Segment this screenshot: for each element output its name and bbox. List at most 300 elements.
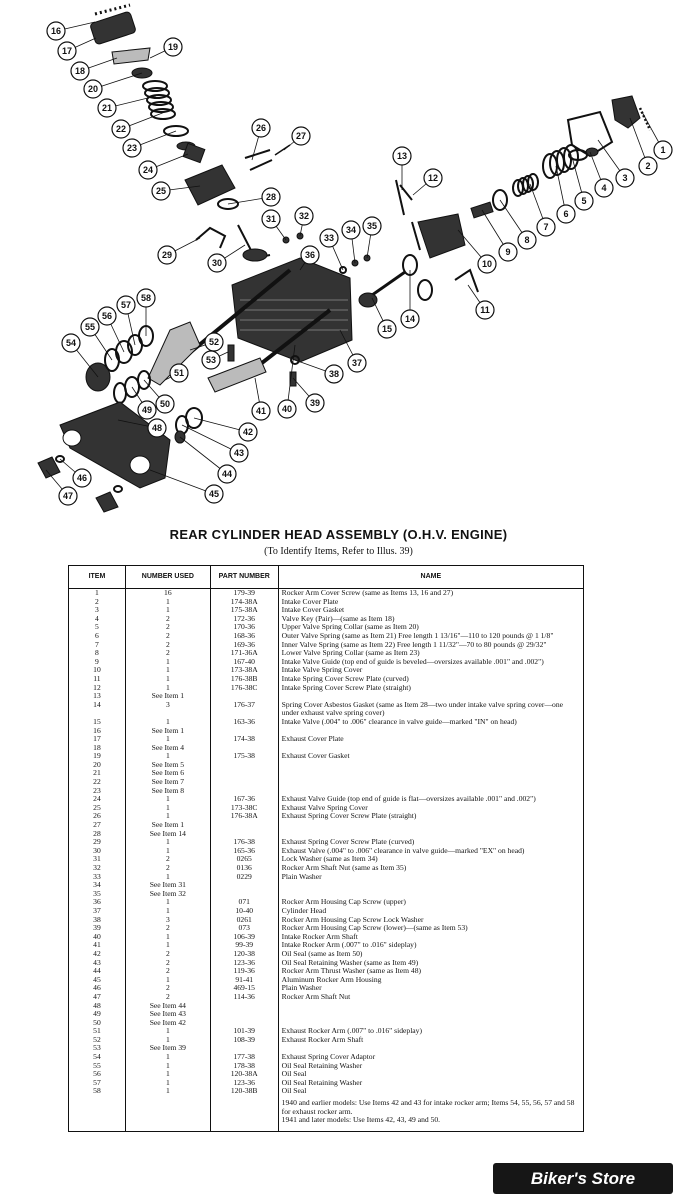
part-number-cell: 175-38 [210,752,278,761]
table-row [69,1079,584,1088]
item-cell: 53 [69,1044,126,1053]
item-cell: 54 [69,1053,126,1062]
name-cell: Aluminum Rocker Arm Housing [281,974,382,984]
callout-number: 44 [221,469,233,479]
callout-8 [518,231,536,249]
header-number-used: NUMBER USED [125,566,210,589]
item-cell: 29 [69,838,126,847]
callout-number: 58 [140,293,152,303]
name-cell: Oil Seal Retaining Washer (same as Item 49) [281,957,419,967]
number-used-cell: See Item 1 [125,727,210,736]
number-used-cell: See Item 4 [125,744,210,753]
empty-cell [69,1096,126,1131]
number-used-cell: See Item 1 [125,821,210,830]
table-row [69,873,584,882]
callout-19 [164,38,182,56]
part-number-cell: 10-40 [210,907,278,916]
callout-35 [363,217,381,235]
name-cell: Exhaust Cover Gasket [281,751,350,761]
number-used-cell: 1 [125,812,210,821]
item-cell: 51 [69,1027,126,1036]
callout-number: 11 [480,305,490,315]
number-used-cell: See Item 6 [125,769,210,778]
number-used-cell: 1 [125,1087,210,1096]
part-number-cell: 0261 [210,916,278,925]
part-number-cell: 174-38A [210,598,278,607]
callout-58 [137,289,155,307]
callout-16 [47,22,65,40]
item-cell: 58 [69,1087,126,1096]
callout-number: 22 [115,124,127,134]
item-cell: 56 [69,1070,126,1079]
callout-27 [292,127,310,145]
callout-number: 30 [211,258,223,268]
name-cell: Exhaust Valve Guide (top end of guide is flat—oversizes available .001" and .002") [281,794,536,804]
number-used-cell: 1 [125,933,210,942]
name-cell: Exhaust Spring Cover Screw Plate (straight) [281,811,417,821]
item-cell: 20 [69,761,126,770]
number-used-cell: 1 [125,804,210,813]
callout-2 [639,157,657,175]
name-cell: Exhaust Valve Spring Cover [281,802,368,812]
name-cell: Outer Valve Spring (same as Item 21) Free length 1 13/16"—110 to 120 pounds @ 1 1/8" [281,630,554,640]
name-cell: Upper Valve Spring Collar (same as Item 20) [281,622,419,632]
name-cell: Rocker Arm Cover Screw (same as Items 13, 16 and 27) [281,588,454,597]
callout-number: 26 [255,123,267,133]
callout-number: 10 [481,259,493,269]
callout-number: 55 [84,322,96,332]
item-cell: 14 [69,701,126,718]
callout-number: 2 [645,161,651,171]
item-cell: 7 [69,641,126,650]
number-used-cell: 2 [125,615,210,624]
callout-number: 54 [65,338,77,348]
name-cell: Exhaust Spring Cover Screw Plate (curved) [281,837,415,847]
parts-table-body [69,589,584,1132]
callout-18 [71,62,89,80]
name-cell: Oil Seal Retaining Washer [281,1077,363,1087]
callout-4 [595,179,613,197]
name-cell: Exhaust Spring Cover Adaptor [281,1052,376,1062]
item-cell: 22 [69,778,126,787]
callout-25 [152,182,170,200]
name-cell: Intake Rocker Arm (.007" to .016" sideplay) [281,940,417,950]
table-row [69,735,584,744]
part-number-cell [210,881,278,890]
callout-10 [478,255,496,273]
number-used-cell: 1 [125,873,210,882]
number-used-cell: 1 [125,847,210,856]
callout-34 [342,221,360,239]
table-row [69,993,584,1002]
part-number-cell: 176-38C [210,684,278,693]
name-cell: Exhaust Cover Plate [281,734,344,744]
callout-number: 9 [505,247,511,257]
number-used-cell: 1 [125,795,210,804]
number-used-cell: 1 [125,1062,210,1071]
callout-number: 16 [50,26,62,36]
callout-28 [262,188,280,206]
name-cell: Intake Spring Cover Screw Plate (straight) [281,682,411,692]
table-row [69,881,584,890]
empty-cell [125,1096,210,1131]
assembly-subtitle: (To Identify Items, Refer to Illus. 39) [264,546,413,557]
number-used-cell: See Item 42 [125,1019,210,1028]
number-used-cell: 2 [125,950,210,959]
callout-number: 33 [323,233,335,243]
number-used-cell: 1 [125,907,210,916]
callout-number: 52 [208,337,220,347]
table-row [69,1010,584,1019]
item-cell: 28 [69,830,126,839]
part-number-cell: 171-36A [210,649,278,658]
name-cell: Exhaust Rocker Arm Shaft [281,1034,364,1044]
number-used-cell: 1 [125,1079,210,1088]
item-cell: 31 [69,855,126,864]
number-used-cell: See Item 1 [125,692,210,701]
part-number-cell: 170-36 [210,623,278,632]
item-cell: 33 [69,873,126,882]
callout-number: 18 [74,66,86,76]
table-row [69,898,584,907]
callout-37 [348,354,366,372]
part-number-cell: 91-41 [210,976,278,985]
name-cell: Valve Key (Pair)—(same as Item 18) [281,613,395,623]
part-number-cell [210,761,278,770]
number-used-cell: 2 [125,924,210,933]
item-cell: 15 [69,718,126,727]
part-number-cell: 176-38 [210,838,278,847]
callout-number: 23 [126,143,138,153]
name-cell: Rocker Arm Housing Cap Screw (lower)—(same as Item 53) [281,923,468,933]
header-part-number: PART NUMBER [210,566,278,589]
name-cell [278,821,583,830]
callout-number: 39 [309,398,321,408]
number-used-cell: 1 [125,666,210,675]
number-used-cell: 1 [125,735,210,744]
callout-24 [139,161,157,179]
item-cell: 52 [69,1036,126,1045]
item-cell: 40 [69,933,126,942]
number-used-cell: 2 [125,967,210,976]
callout-number: 45 [208,489,220,499]
name-cell: Rocker Arm Housing Cap Screw Lock Washer [281,914,424,924]
item-cell: 3 [69,606,126,615]
callout-52 [205,333,223,351]
item-cell: 12 [69,684,126,693]
number-used-cell: See Item 5 [125,761,210,770]
part-number-cell: 106-39 [210,933,278,942]
part-number-cell: 071 [210,898,278,907]
number-used-cell: See Item 7 [125,778,210,787]
part-number-cell: 178-38 [210,1062,278,1071]
table-row [69,1062,584,1071]
part-number-cell: 120-38A [210,1070,278,1079]
model-note: 1940 and earlier models: Use Items 42 and 43 for intake rocker arm; Items 54, 55, 56, 57 and 58 for exhaust rocker arm. [281,1098,575,1116]
callout-51 [170,364,188,382]
table-row [69,821,584,830]
name-cell: Oil Seal (same as Item 50) [281,948,363,958]
name-cell: Oil Seal Retaining Washer [281,1060,363,1070]
name-cell [278,1010,583,1019]
number-used-cell: 1 [125,838,210,847]
part-number-cell: 123-36 [210,959,278,968]
item-cell: 48 [69,1002,126,1011]
item-cell: 23 [69,787,126,796]
item-cell: 16 [69,727,126,736]
table-row [69,684,584,693]
number-used-cell: 16 [125,589,210,598]
table-row [69,778,584,787]
item-cell: 32 [69,864,126,873]
part-number-cell: 167-36 [210,795,278,804]
callout-number: 49 [141,405,153,415]
part-number-cell: 114-36 [210,993,278,1002]
callout-number: 37 [351,358,363,368]
callout-13 [393,147,411,165]
number-used-cell: See Item 8 [125,787,210,796]
item-cell: 47 [69,993,126,1002]
header-item: ITEM [69,566,126,589]
number-used-cell: 1 [125,675,210,684]
callout-1 [654,141,672,159]
number-used-cell: 1 [125,598,210,607]
part-number-cell: 165-36 [210,847,278,856]
callout-number: 53 [205,355,217,365]
item-cell: 18 [69,744,126,753]
item-cell: 27 [69,821,126,830]
callout-50 [156,395,174,413]
number-used-cell: 2 [125,623,210,632]
item-cell: 19 [69,752,126,761]
part-number-cell: 168-36 [210,632,278,641]
item-cell: 45 [69,976,126,985]
table-row [69,976,584,985]
item-cell: 26 [69,812,126,821]
number-used-cell: 1 [125,684,210,693]
part-number-cell: 174-38 [210,735,278,744]
callout-3 [616,169,634,187]
callout-15 [378,320,396,338]
callout-number: 43 [233,448,245,458]
item-cell: 39 [69,924,126,933]
name-cell: Exhaust Valve (.004" to .006" clearance in valve guide—marked "EX" on head) [281,845,525,855]
name-cell: Intake Cover Gasket [281,605,345,615]
callout-number: 48 [151,423,163,433]
assembly-title: REAR CYLINDER HEAD ASSEMBLY (O.H.V. ENGINE) [169,527,508,542]
callout-29 [158,246,176,264]
callout-11 [476,301,494,319]
callout-53 [202,351,220,369]
callout-number: 56 [101,311,113,321]
item-cell: 34 [69,881,126,890]
name-cell: Spring Cover Asbestos Gasket (same as Item 28—two under intake valve spring cover—one under exhaust valve spring cover) [281,699,563,718]
item-cell: 17 [69,735,126,744]
part-number-cell: 172-36 [210,615,278,624]
number-used-cell: 1 [125,606,210,615]
part-number-cell: 99-39 [210,941,278,950]
number-used-cell: 1 [125,752,210,761]
callout-number: 32 [298,211,310,221]
callout-number: 21 [101,103,113,113]
name-cell: Intake Valve (.004" to .006" clearance in valve guide—marked "IN" on head) [281,716,517,726]
part-number-cell: 175-38A [210,606,278,615]
callout-number: 1 [660,145,666,155]
callout-54 [62,334,80,352]
number-used-cell: 1 [125,1070,210,1079]
part-number-cell: 176-37 [210,701,278,718]
item-cell: 55 [69,1062,126,1071]
item-cell: 44 [69,967,126,976]
number-used-cell: 2 [125,864,210,873]
name-cell: Cylinder Head [281,905,327,915]
item-cell: 43 [69,959,126,968]
number-used-cell: 1 [125,941,210,950]
callout-32 [295,207,313,225]
item-cell: 42 [69,950,126,959]
callout-48 [148,419,166,437]
name-cell: Rocker Arm Shaft Nut (same as Item 35) [281,863,407,872]
number-used-cell: 2 [125,632,210,641]
number-used-cell: 1 [125,1053,210,1062]
name-cell [278,778,583,787]
name-cell: Intake Valve Spring Cover [281,665,363,675]
table-row [69,1002,584,1011]
part-number-cell: 169-36 [210,641,278,650]
name-cell: Oil Seal [281,1086,307,1096]
callout-55 [81,318,99,336]
number-used-cell: See Item 39 [125,1044,210,1053]
name-cell: Intake Valve Guide (top end of guide is beveled—oversizes available .001" and .002") [281,656,544,666]
table-row [69,812,584,821]
parts-table [68,565,584,1132]
callout-number: 42 [242,427,254,437]
number-used-cell: 2 [125,649,210,658]
item-cell: 57 [69,1079,126,1088]
table-row [69,701,584,718]
callout-number: 46 [76,473,88,483]
callout-number: 7 [543,222,549,232]
name-cell: Inner Valve Spring (same as Item 22) Free length 1 11/32"—70 to 80 pounds @ 29/32" [281,639,547,649]
callout-number: 51 [173,368,185,378]
number-used-cell: 1 [125,976,210,985]
callout-number: 8 [524,235,530,245]
callout-23 [123,139,141,157]
part-number-cell: 163-36 [210,718,278,727]
part-number-cell: 177-38 [210,1053,278,1062]
name-cell [278,769,583,778]
name-cell: Rocker Arm Housing Cap Screw (upper) [281,897,406,907]
callout-47 [59,487,77,505]
item-cell: 30 [69,847,126,856]
number-used-cell: See Item 14 [125,830,210,839]
item-cell: 8 [69,649,126,658]
callout-26 [252,119,270,137]
callout-number: 19 [167,42,179,52]
number-used-cell: 2 [125,984,210,993]
item-cell: 37 [69,907,126,916]
number-used-cell: See Item 32 [125,890,210,899]
name-cell: Rocker Arm Thrust Washer (same as Item 48) [281,966,422,976]
table-row [69,1036,584,1045]
callout-number: 4 [601,183,607,193]
callout-number: 36 [304,250,316,260]
number-used-cell: 2 [125,993,210,1002]
number-used-cell: 2 [125,855,210,864]
item-cell: 1 [69,589,126,598]
callout-number: 15 [381,324,393,334]
callout-20 [84,80,102,98]
callout-number: 24 [142,165,154,175]
table-row [69,752,584,761]
item-cell: 5 [69,623,126,632]
callout-number: 25 [155,186,167,196]
item-cell: 24 [69,795,126,804]
callout-number: 50 [159,399,171,409]
callout-5 [575,192,593,210]
callout-number: 13 [396,151,408,161]
name-cell: Lock Washer (same as Item 34) [281,854,378,864]
callout-number: 14 [404,314,416,324]
number-used-cell: See Item 44 [125,1002,210,1011]
part-number-cell: 119-36 [210,967,278,976]
number-used-cell: See Item 43 [125,1010,210,1019]
callout-45 [205,485,223,503]
callout-30 [208,254,226,272]
callout-9 [499,243,517,261]
item-cell: 11 [69,675,126,684]
part-number-cell [210,1010,278,1019]
item-cell: 2 [69,598,126,607]
part-number-cell: 108-39 [210,1036,278,1045]
part-number-cell: 073 [210,924,278,933]
callout-36 [301,246,319,264]
part-number-cell: 176-38B [210,675,278,684]
item-cell: 10 [69,666,126,675]
callout-number: 34 [345,225,357,235]
empty-cell [210,1096,278,1131]
part-number-cell: 167-40 [210,658,278,667]
callout-44 [218,465,236,483]
name-cell [278,761,583,770]
table-row [69,761,584,770]
part-number-cell: 469-15 [210,984,278,993]
name-cell: Intake Spring Cover Screw Plate (curved) [281,673,409,683]
callout-number: 5 [581,196,587,206]
callout-39 [306,394,324,412]
callout-31 [262,210,280,228]
name-cell: Oil Seal [281,1069,307,1079]
table-header-row [69,566,584,589]
callout-number: 35 [366,221,378,231]
name-cell: Plain Washer [281,983,322,993]
item-cell: 50 [69,1019,126,1028]
name-cell: Exhaust Rocker Arm (.007" to .016" sideplay) [281,1026,423,1036]
item-cell: 25 [69,804,126,813]
callout-number: 29 [161,250,173,260]
callout-number: 20 [87,84,99,94]
part-number-cell [210,778,278,787]
callout-22 [112,120,130,138]
part-number-cell: 0229 [210,873,278,882]
callout-number: 17 [61,46,73,56]
part-number-cell: 0265 [210,855,278,864]
number-used-cell: 1 [125,718,210,727]
part-number-cell: 0136 [210,864,278,873]
callout-number: 38 [328,369,340,379]
name-cell: Intake Rocker Arm Shaft [281,931,358,941]
name-cell: Intake Cover Plate [281,596,339,606]
